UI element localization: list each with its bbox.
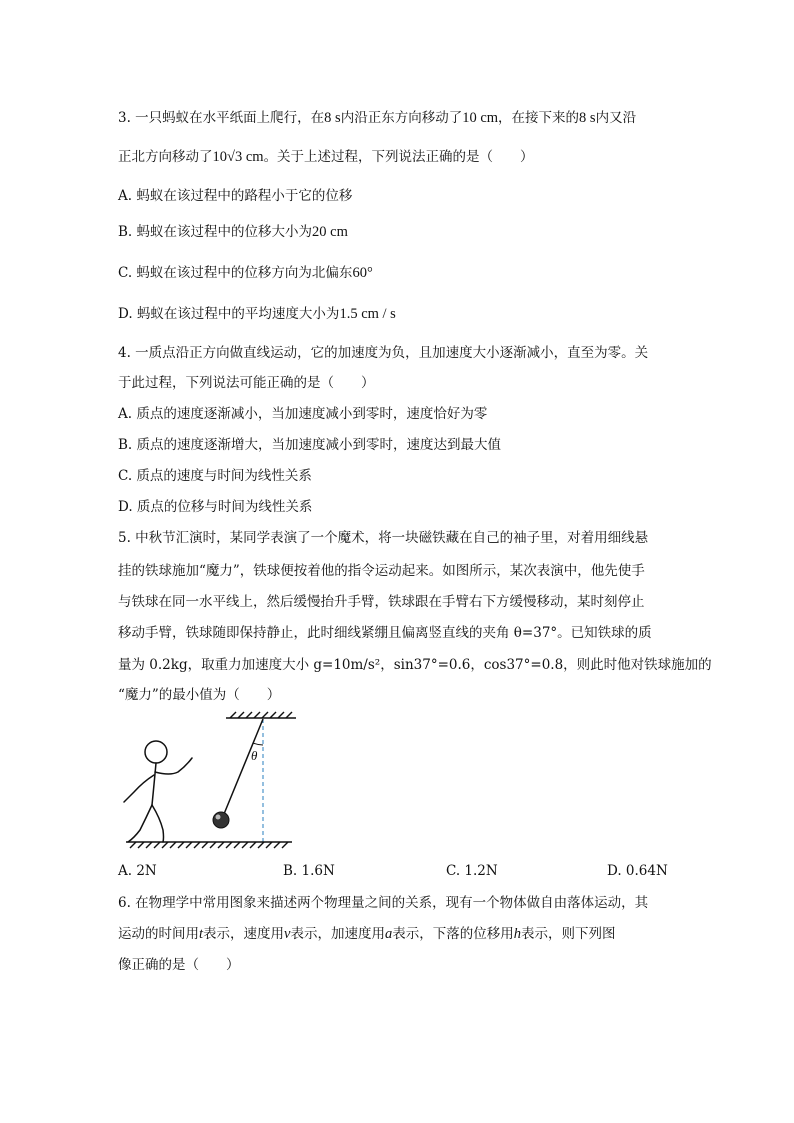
q6-stem-line2: 运动的时间用t表示，速度用v表示，加速度用a表示，下落的位移用h表示，则下列图 (118, 926, 616, 942)
q5-stem-line4: 移动手臂，铁球随即保持静止，此时细线紧绷且偏离竖直线的夹角 θ=37°。已知铁球的质 (118, 625, 652, 641)
iron-ball-highlight (216, 815, 221, 820)
q5-option-d: D. 0.64N (607, 863, 668, 879)
iron-ball (213, 812, 229, 828)
ceiling-support (226, 712, 296, 718)
q3-option-d: D. 蚂蚁在该过程中的平均速度大小为1.5 cm / s (118, 306, 396, 322)
q5-stem-line2: 挂的铁球施加“魔力”，铁球便按着他的指令运动起来。如图所示，某次表演中，他先使手 (118, 563, 645, 579)
q3-option-c: C. 蚂蚁在该过程中的位移方向为北偏东60° (118, 265, 373, 281)
angle-arc (253, 743, 263, 745)
q6-stem-line1: 6. 在物理学中常用图象来描述两个物理量之间的关系，现有一个物体做自由落体运动，其 (118, 895, 649, 911)
q3-stem-line2: 正北方向移动了10√3 cm。关于上述过程，下列说法正确的是（ ） (118, 149, 534, 165)
q5-option-b: B. 1.6N (283, 863, 335, 879)
string (224, 719, 263, 814)
q6-stem-line3: 像正确的是（ ） (118, 957, 240, 973)
q5-stem-line6: “魔力”的最小值为（ ） (118, 687, 281, 703)
q5-stem-line5: 量为 0.2kg，取重力加速度大小 g=10m/s²，sin37°=0.6，cos37°=0.8，则此时他对铁球施加的 (118, 657, 712, 673)
q4-option-d: D. 质点的位移与时间为线性关系 (118, 499, 313, 515)
q3-option-a: A. 蚂蚁在该过程中的路程小于它的位移 (118, 188, 353, 204)
q4-stem-line1: 4. 一质点沿正方向做直线运动，它的加速度为负，且加速度大小逐渐减小，直至为零。关 (118, 345, 649, 361)
q4-stem-line2: 于此过程，下列说法可能正确的是（ ） (118, 375, 375, 391)
q5-option-a: A. 2N (118, 863, 157, 879)
q3-option-b: B. 蚂蚁在该过程中的位移大小为20 cm (118, 224, 348, 240)
ground (126, 842, 292, 848)
q5-option-c: C. 1.2N (446, 863, 498, 879)
q4-option-b: B. 质点的速度逐渐增大，当加速度减小到零时，速度达到最大值 (118, 437, 502, 453)
stick-figure-person (124, 741, 192, 842)
q5-stem-line3: 与铁球在同一水平线上，然后缓慢抬升手臂，铁球跟在手臂右下方缓慢移动，某时刻停止 (118, 594, 645, 610)
q4-option-c: C. 质点的速度与时间为线性关系 (118, 468, 312, 484)
q3-stem-line1: 3. 一只蚂蚁在水平纸面上爬行，在8 s内沿正东方向移动了10 cm，在接下来的8 s内又沿 (118, 110, 637, 126)
q4-option-a: A. 质点的速度逐渐减小，当加速度减小到零时，速度恰好为零 (118, 406, 488, 422)
theta-label: θ (251, 748, 258, 763)
q5-stem-line1: 5. 中秋节汇演时，某同学表演了一个魔术，将一块磁铁藏在自己的袖子里，对着用细线悬 (118, 530, 649, 546)
